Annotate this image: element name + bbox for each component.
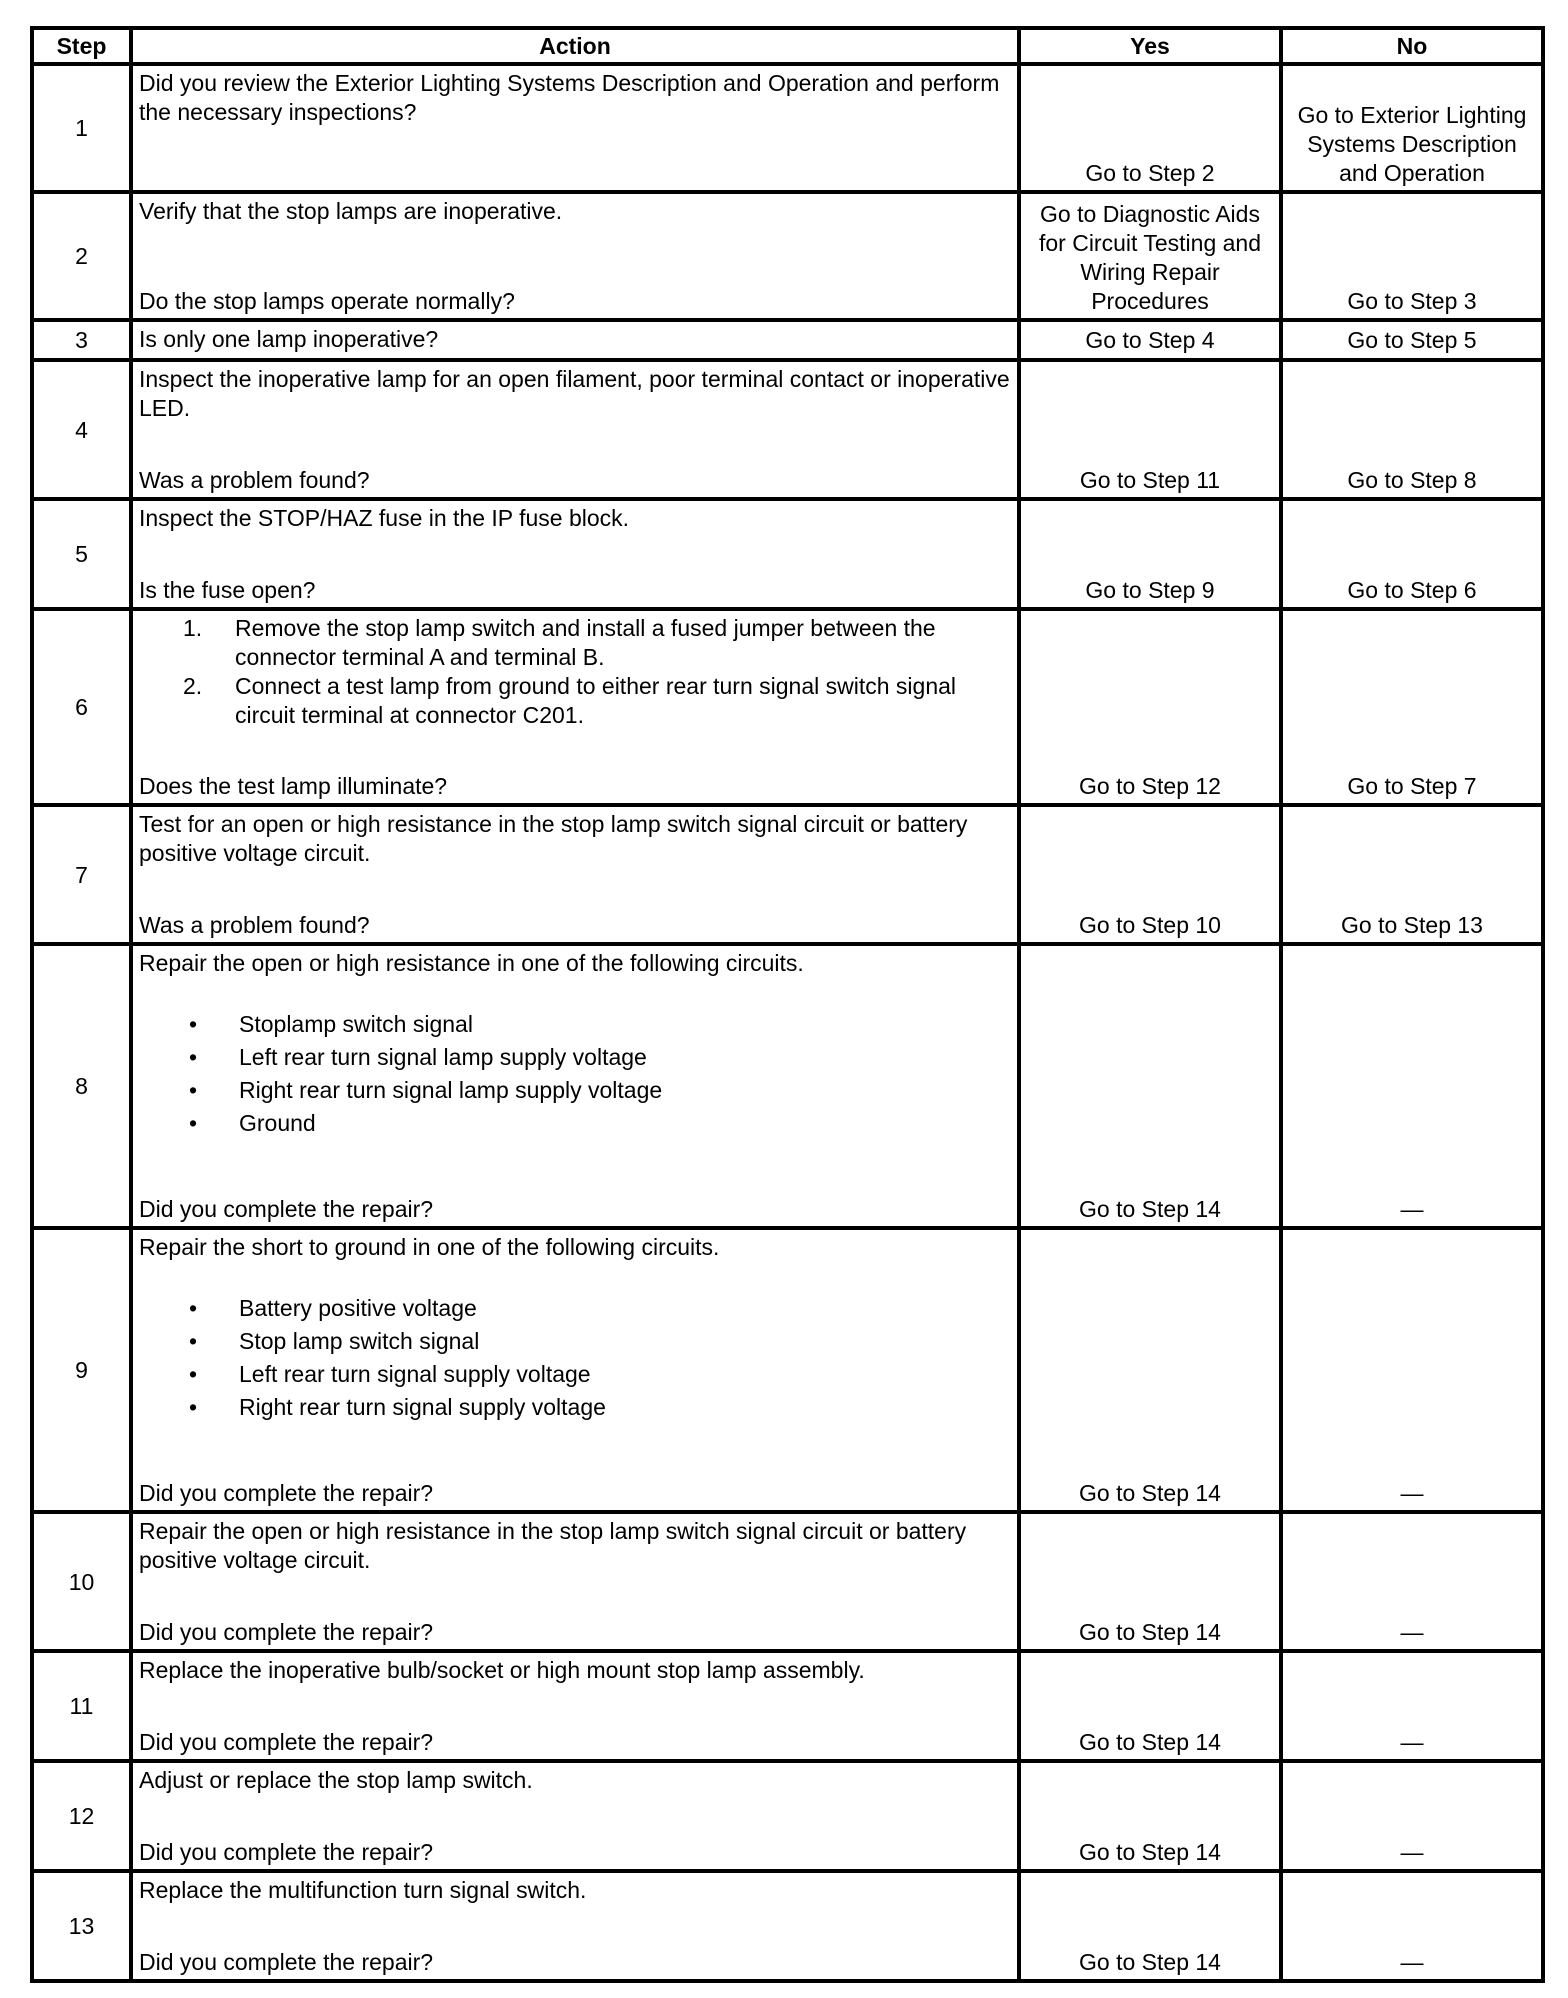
no-result: — [1281, 1871, 1543, 1981]
yes-result: Go to Diagnostic Aids for Circuit Testing and Wiring Repair Procedures [1019, 192, 1281, 320]
substep-item [139, 614, 1011, 672]
action-statement: Replace the multifunction turn signal switch. [139, 1877, 587, 1903]
list-item [139, 1041, 1011, 1074]
no-result: — [1281, 1512, 1543, 1651]
action-statement: Test for an open or high resistance in the stop lamp switch signal circuit or battery positive voltage circuit. [139, 811, 968, 866]
action-question: Does the test lamp illuminate? [139, 773, 448, 799]
table-row [32, 805, 1543, 944]
bullet-text: Right rear turn signal lamp supply voltage [239, 1077, 663, 1103]
table-row [32, 1512, 1543, 1651]
bullet-text: Left rear turn signal lamp supply voltage [239, 1044, 647, 1070]
substep-number: 2. [183, 673, 203, 699]
table-row [32, 1761, 1543, 1871]
yes-result: Go to Step 9 [1019, 499, 1281, 609]
bullet-icon: • [189, 1110, 198, 1136]
bullet-text: Stop lamp switch signal [239, 1328, 480, 1354]
action-cell [131, 320, 1019, 360]
action-cell [131, 1228, 1019, 1512]
no-result: Go to Step 5 [1281, 320, 1543, 360]
action-statement: Adjust or replace the stop lamp switch. [139, 1767, 533, 1793]
action-cell [131, 360, 1019, 499]
action-question: Did you complete the repair? [139, 1839, 434, 1865]
table-row [32, 944, 1543, 1228]
table-row [32, 320, 1543, 360]
yes-result: Go to Step 14 [1019, 1761, 1281, 1871]
step-number: 6 [32, 609, 131, 805]
yes-result: Go to Step 14 [1019, 944, 1281, 1228]
list-item [139, 1292, 1011, 1325]
step-number: 9 [32, 1228, 131, 1512]
bullet-icon: • [189, 1044, 198, 1070]
step-number: 3 [32, 320, 131, 360]
yes-result: Go to Step 14 [1019, 1512, 1281, 1651]
circuit-list [139, 1008, 1011, 1140]
yes-result: Go to Step 2 [1019, 64, 1281, 192]
yes-result: Go to Step 14 [1019, 1871, 1281, 1981]
action-question: Was a problem found? [139, 912, 370, 938]
action-question: Did you complete the repair? [139, 1949, 434, 1975]
step-number: 5 [32, 499, 131, 609]
no-result: — [1281, 1761, 1543, 1871]
bullet-icon: • [189, 1394, 198, 1420]
no-result: Go to Step 8 [1281, 360, 1543, 499]
action-cell [131, 1512, 1019, 1651]
no-result: Go to Step 3 [1281, 192, 1543, 320]
step-number: 13 [32, 1871, 131, 1981]
bullet-text: Right rear turn signal supply voltage [239, 1394, 606, 1420]
action-cell [131, 1651, 1019, 1761]
table-row [32, 64, 1543, 192]
action-question: Is the fuse open? [139, 577, 316, 603]
substep-item [139, 672, 1011, 730]
action-cell [131, 64, 1019, 192]
header-yes: Yes [1019, 28, 1281, 64]
substep-text: Remove the stop lamp switch and install a fused jumper between the connector terminal A and terminal B. [235, 615, 936, 670]
yes-result: Go to Step 11 [1019, 360, 1281, 499]
bullet-text: Ground [239, 1110, 316, 1136]
yes-result: Go to Step 14 [1019, 1651, 1281, 1761]
substep-list [139, 614, 1011, 730]
step-number: 10 [32, 1512, 131, 1651]
bullet-text: Stoplamp switch signal [239, 1011, 473, 1037]
list-item [139, 1358, 1011, 1391]
no-result: Go to Step 13 [1281, 805, 1543, 944]
table-row [32, 499, 1543, 609]
step-number: 7 [32, 805, 131, 944]
action-cell [131, 609, 1019, 805]
bullet-text: Left rear turn signal supply voltage [239, 1361, 591, 1387]
action-cell [131, 805, 1019, 944]
list-item [139, 1008, 1011, 1041]
bullet-icon: • [189, 1361, 198, 1387]
action-statement: Inspect the STOP/HAZ fuse in the IP fuse block. [139, 505, 630, 531]
action-statement: Repair the short to ground in one of the following circuits. [139, 1234, 720, 1260]
no-result: — [1281, 944, 1543, 1228]
action-cell [131, 1761, 1019, 1871]
step-number: 1 [32, 64, 131, 192]
action-question: Did you complete the repair? [139, 1196, 434, 1222]
bullet-icon: • [189, 1328, 198, 1354]
action-question: Do the stop lamps operate normally? [139, 288, 515, 314]
step-number: 4 [32, 360, 131, 499]
header-no: No [1281, 28, 1543, 64]
yes-result: Go to Step 4 [1019, 320, 1281, 360]
circuit-list [139, 1292, 1011, 1424]
header-action: Action [131, 28, 1019, 64]
action-statement: Is only one lamp inoperative? [139, 326, 439, 352]
action-statement: Repair the open or high resistance in one of the following circuits. [139, 950, 804, 976]
substep-text: Connect a test lamp from ground to either rear turn signal switch signal circuit terminal at connector C201. [235, 673, 957, 728]
table-row [32, 1228, 1543, 1512]
list-item [139, 1391, 1011, 1424]
header-step: Step [32, 28, 131, 64]
bullet-icon: • [189, 1295, 198, 1321]
no-result: — [1281, 1651, 1543, 1761]
action-statement: Repair the open or high resistance in the stop lamp switch signal circuit or battery positive voltage circuit. [139, 1518, 967, 1573]
table-body [32, 64, 1543, 1981]
list-item [139, 1074, 1011, 1107]
list-item [139, 1107, 1011, 1140]
substep-number: 1. [183, 615, 203, 641]
no-result: Go to Step 7 [1281, 609, 1543, 805]
step-number: 11 [32, 1651, 131, 1761]
yes-result: Go to Step 10 [1019, 805, 1281, 944]
action-cell [131, 1871, 1019, 1981]
step-number: 8 [32, 944, 131, 1228]
action-cell [131, 192, 1019, 320]
table-row [32, 360, 1543, 499]
no-result: — [1281, 1228, 1543, 1512]
action-statement: Inspect the inoperative lamp for an open filament, poor terminal contact or inoperative LED. [139, 366, 1010, 421]
action-cell [131, 944, 1019, 1228]
yes-result: Go to Step 14 [1019, 1228, 1281, 1512]
action-cell [131, 499, 1019, 609]
step-number: 12 [32, 1761, 131, 1871]
table-row [32, 192, 1543, 320]
action-question: Was a problem found? [139, 467, 370, 493]
action-statement: Did you review the Exterior Lighting Systems Description and Operation and perform the necessary inspections? [139, 70, 1000, 125]
table-row [32, 1871, 1543, 1981]
no-result: Go to Exterior Lighting Systems Description and Operation [1281, 64, 1543, 192]
table-row [32, 1651, 1543, 1761]
table-row [32, 609, 1543, 805]
action-statement: Replace the inoperative bulb/socket or high mount stop lamp assembly. [139, 1657, 865, 1683]
bullet-icon: • [189, 1077, 198, 1103]
action-statement: Verify that the stop lamps are inoperative. [139, 198, 563, 224]
list-item [139, 1325, 1011, 1358]
step-number: 2 [32, 192, 131, 320]
header-row [32, 28, 1543, 64]
diagnostic-table [30, 26, 1545, 1983]
yes-result: Go to Step 12 [1019, 609, 1281, 805]
bullet-text: Battery positive voltage [239, 1295, 477, 1321]
bullet-icon: • [189, 1011, 198, 1037]
action-question: Did you complete the repair? [139, 1729, 434, 1755]
action-question: Did you complete the repair? [139, 1480, 434, 1506]
no-result: Go to Step 6 [1281, 499, 1543, 609]
action-question: Did you complete the repair? [139, 1619, 434, 1645]
